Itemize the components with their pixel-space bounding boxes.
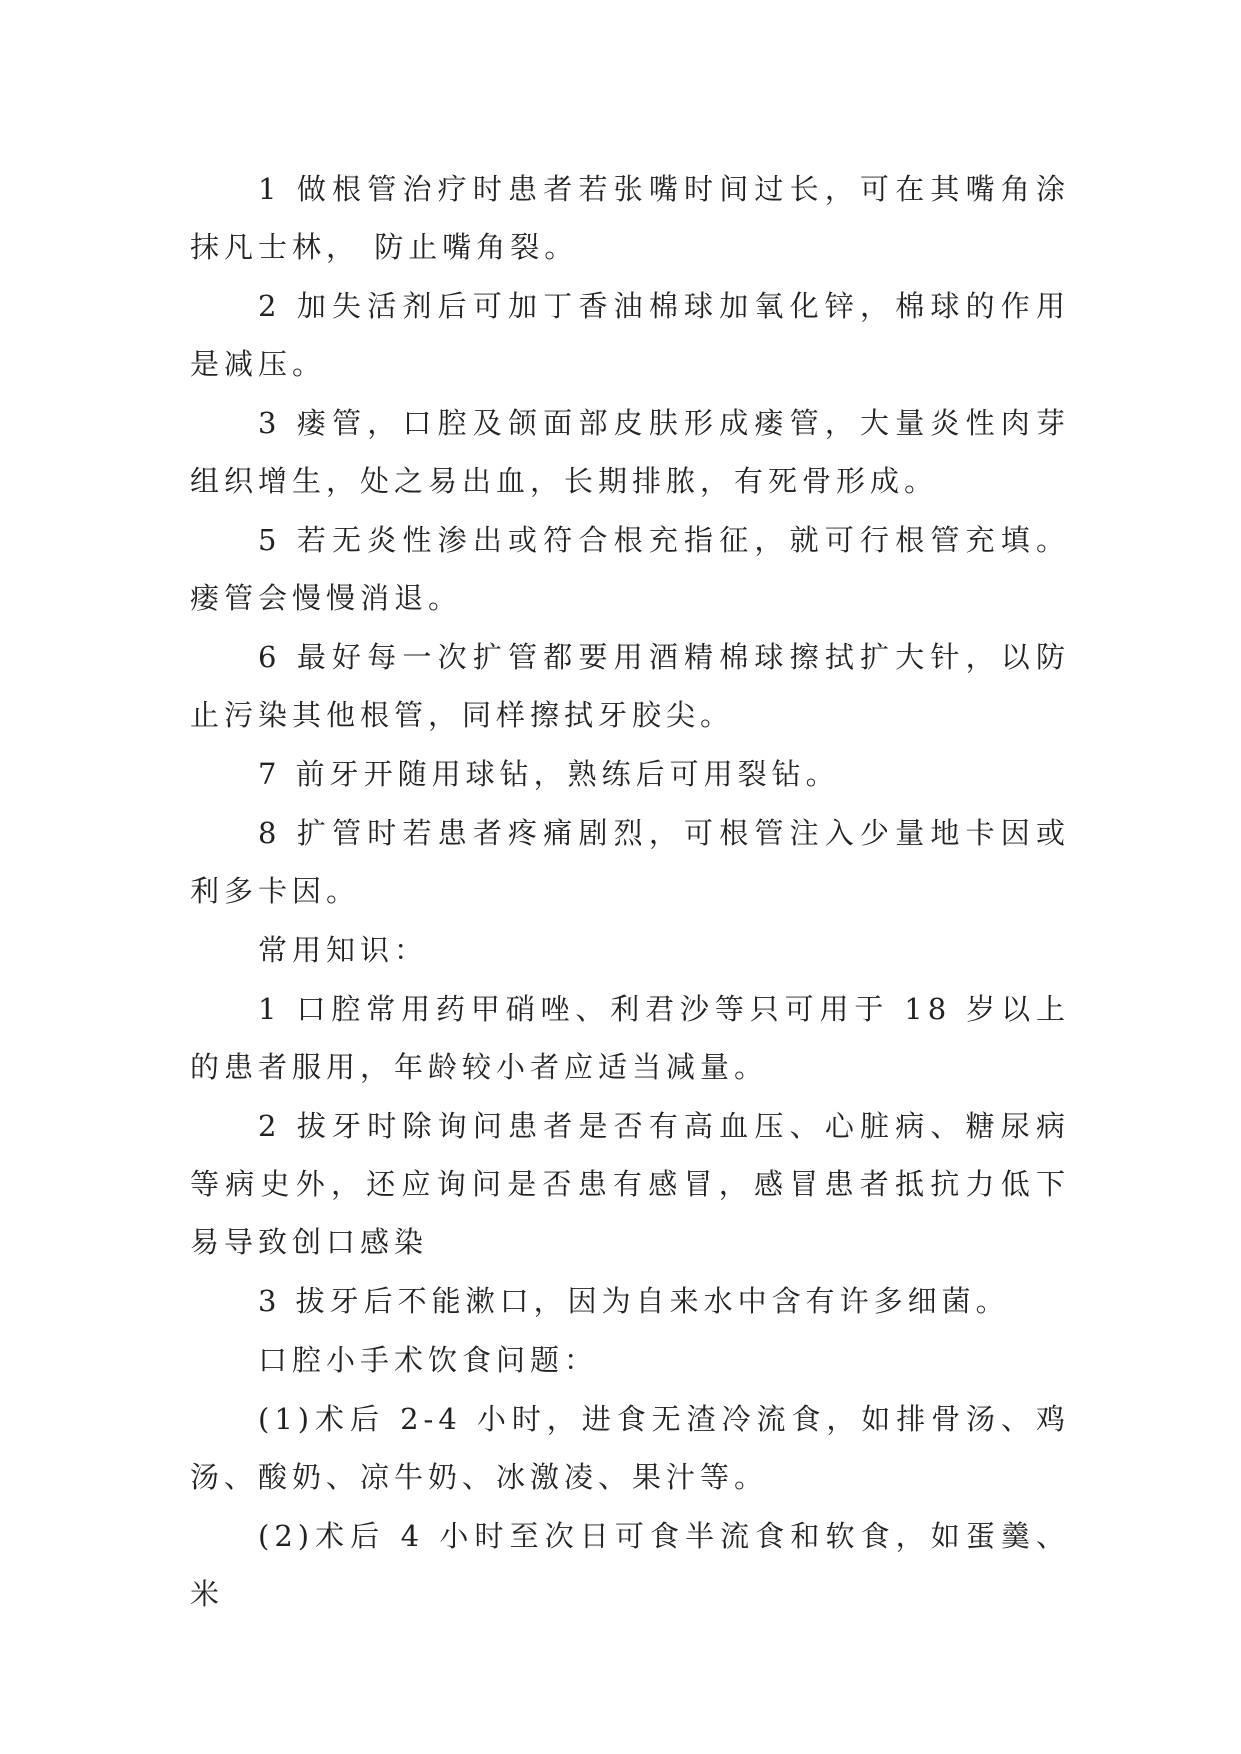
paragraph-extraction-history: 2 拔牙时除询问患者是否有高血压、心脏病、糖尿病等病史外，还应询问是否患有感冒，感冒患者抵抗力低下易导致创口感染 bbox=[190, 1109, 1070, 1259]
section-heading-minor-surgery-diet: 口腔小手术饮食问题： bbox=[258, 1343, 599, 1377]
paragraph-devitalizing-agent: 2 加失活剂后可加丁香油棉球加氧化锌，棉球的作用是减压。 bbox=[190, 289, 1070, 381]
paragraph-pain-anesthesia: 8 扩管时若患者疼痛剧烈，可根管注入少量地卡因或利多卡因。 bbox=[190, 816, 1070, 908]
paragraph-diet-after-4-hours: (2)术后 4 小时至次日可食半流食和软食，如蛋羹、米 bbox=[190, 1519, 1070, 1611]
paragraph-anterior-tooth-access: 7 前牙开随用球钻，熟练后可用裂钻。 bbox=[258, 757, 840, 791]
paragraph-oral-medications: 1 口腔常用药甲硝唑、利君沙等只可用于 18 岁以上的患者服用，年龄较小者应适当减量。 bbox=[190, 992, 1070, 1084]
document-body bbox=[190, 160, 1070, 1624]
paragraph-diet-2-4-hours: (1)术后 2-4 小时，进食无渣冷流食，如排骨汤、鸡汤、酸奶、凉牛奶、冰激凌、果汁等。 bbox=[190, 1402, 1070, 1494]
section-heading-common-knowledge: 常用知识： bbox=[258, 933, 429, 967]
paragraph-no-rinse-after-extraction: 3 拔牙后不能漱口，因为自来水中含有许多细菌。 bbox=[258, 1284, 1010, 1318]
paragraph-fistula: 3 瘘管，口腔及颌面部皮肤形成瘘管，大量炎性肉芽组织增生，处之易出血，长期排脓，有死骨形成。 bbox=[190, 406, 1070, 498]
paragraph-canal-enlargement-cleaning: 6 最好每一次扩管都要用酒精棉球擦拭扩大针，以防止污染其他根管，同样擦拭牙胶尖。 bbox=[190, 640, 1070, 732]
paragraph-root-canal-filling: 5 若无炎性渗出或符合根充指征，就可行根管充填。瘘管会慢慢消退。 bbox=[190, 523, 1070, 615]
paragraph-root-canal-lip-care: 1 做根管治疗时患者若张嘴时间过长，可在其嘴角涂抹凡士林， 防止嘴角裂。 bbox=[190, 172, 1070, 264]
